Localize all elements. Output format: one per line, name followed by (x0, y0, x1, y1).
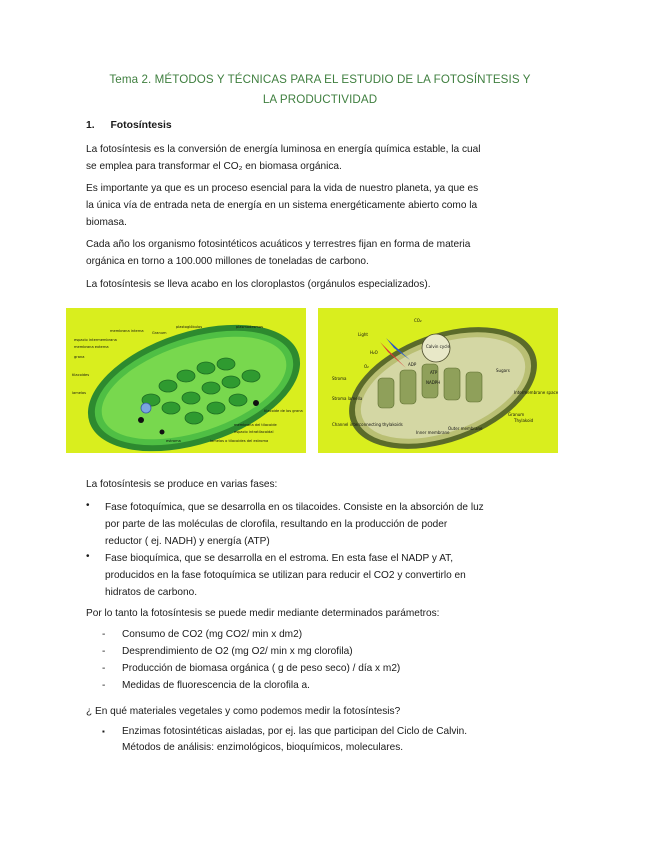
fig2-label-stroma-lamella: Stroma lamella (332, 396, 363, 401)
fig2-label-channel: Channel interconnecting thylakoids (332, 422, 403, 427)
dash-marker: - (102, 663, 106, 674)
fig2-label-granum: Granum (508, 412, 525, 417)
enzyme-text: Enzimas fotosintéticas aisladas, por ej. las que participan del Ciclo de Calvin. (122, 726, 468, 737)
fig1-label-membrana-tilacoide: membrana del tilacoide (234, 423, 277, 427)
paragraph-2 (86, 180, 516, 231)
fig2-label-adp: ADP (408, 362, 417, 367)
fig2-label-sugars: Sugars (496, 368, 510, 373)
paragraph-1 (86, 141, 516, 175)
paragraph-2-line: la única vía de entrada neta de energía en un sistema energéticamente abierto como la (86, 200, 478, 211)
fig2-label-outer-membrane: Outer membrane (448, 426, 483, 431)
fig2-label-calvin-cycle: Calvin cycle (426, 344, 450, 349)
dash-marker: - (102, 680, 106, 691)
paragraph-3-line: orgánica en torno a 100.000 millones de toneladas de carbono. (86, 256, 369, 267)
bullet-item-1-line: reductor ( ej. NADH) y energía (ATP) (105, 536, 270, 547)
bullet-item-1 (105, 499, 516, 550)
fig2-label-co2: CO₂ (414, 318, 422, 323)
bullet-item-1-line: por parte de las moléculas de clorofila, resultando en la producción de poder (105, 519, 448, 530)
fig1-label-espacio-intratilacoidal: espacio intratilacoidal (234, 430, 274, 434)
fig2-label-intermembrane-space: Intermembrane space (514, 390, 558, 395)
param-item (102, 646, 353, 657)
fig2-label-o2: O₂ (364, 364, 369, 369)
fig1-label-espacio-intermembrana: espacio intermembrana (74, 338, 117, 342)
bullet-item-2-line: hidratos de carbono. (105, 587, 198, 598)
fig2-label-light: Light (358, 332, 368, 337)
fig1-label-membrana-externa: membrana externa (74, 345, 109, 349)
fig1-label-lamelas: lamelas (72, 391, 86, 395)
paragraph-1-line: se emplea para transformar el CO₂ en biomasa orgánica. (86, 161, 342, 172)
chloroplast-diagram-english (318, 308, 558, 453)
bullet-item-2-line: producidos en la fase fotoquímica se utilizan para reducir el CO2 y convertirlo en (105, 570, 466, 581)
bullet-marker: • (86, 500, 90, 511)
section-title: Fotosíntesis (110, 120, 172, 131)
dash-marker: - (102, 646, 106, 657)
param-item (102, 680, 310, 691)
fig1-label-membrana-interna: membrana interna (110, 329, 144, 333)
section-heading (86, 120, 172, 131)
paragraph-2-line: biomasa. (86, 217, 127, 228)
fig2-label-stroma: Stroma (332, 376, 347, 381)
fig2-label-thylakoid: Thylakoid (514, 418, 534, 423)
section-number: 1. (86, 120, 95, 131)
paragraph-3 (86, 236, 516, 270)
paragraph-2-line: Es importante ya que es un proceso esencial para la vida de nuestro planeta, ya que es (86, 183, 479, 194)
fig2-label-nadph: NADPH (426, 380, 441, 385)
bullet-item-2-line: Fase bioquímica, que se desarrolla en el estroma. En esta fase el NADP y AT, (105, 553, 454, 564)
paragraph-4: La fotosíntesis se lleva acabo en los cloroplastos (orgánulos especializados). (86, 279, 431, 290)
fig1-label-estroma: estroma (166, 439, 181, 443)
params-intro: Por lo tanto la fotosíntesis se puede medir mediante determinados parámetros: (86, 608, 440, 619)
bullet-item-2 (105, 550, 516, 601)
square-bullet-marker: ▪ (102, 727, 105, 736)
paragraph-1-line: La fotosíntesis es la conversión de energía luminosa en energía química estable, la cual (86, 144, 481, 155)
phases-intro: La fotosíntesis se produce en varias fases: (86, 479, 278, 490)
param-text: Medidas de fluorescencia de la clorofila a. (122, 680, 310, 691)
paragraph-3-line: Cada año los organismo fotosintéticos acuáticos y terrestres fijan en forma de materia (86, 239, 471, 250)
fig1-label-grana: grana (74, 355, 85, 359)
dash-marker: - (102, 629, 106, 640)
fig1-label-lamelas-estroma: lamelas o tilacoides del estroma (210, 439, 269, 443)
bullet-item-1-line: Fase fotoquímica, que se desarrolla en os tilacoides. Consiste en la absorción de luz (105, 502, 484, 513)
fig1-label-plastoglobulos: plastoglóbulos (176, 325, 203, 329)
fig1-label-granum: Granum (152, 331, 167, 335)
chloroplast-diagram-spanish (66, 308, 306, 453)
bullet-marker: • (86, 551, 90, 562)
question: ¿ En qué materiales vegetales y como podemos medir la fotosíntesis? (86, 706, 401, 717)
param-text: Producción de biomasa orgánica ( g de peso seco) / día x m2) (122, 663, 401, 674)
enzyme-item (102, 726, 467, 737)
fig1-label-tilacoide-grana: tilacoide de los grana (264, 409, 303, 413)
fig2-label-inner-membrane: Inner membrane (416, 430, 450, 435)
doc-title-line-1: Tema 2. MÉTODOS Y TÉCNICAS PARA EL ESTUDIO DE LA FOTOSÍNTESIS Y (109, 73, 531, 86)
param-text: Desprendimiento de O2 (mg O2/ min x mg clorofila) (122, 646, 353, 657)
fig2-label-h2o: H₂O (370, 350, 378, 355)
enzyme-item-cont: Métodos de análisis: enzimológicos, bioquímicos, moleculares. (122, 742, 404, 753)
fig2-label-atp: ATP (430, 370, 438, 375)
fig1-label-plasmodesmos: plasmodesmos (236, 325, 263, 329)
param-text: Consumo de CO2 (mg CO2/ min x dm2) (122, 629, 303, 640)
param-item (102, 663, 400, 674)
param-item (102, 629, 302, 640)
fig1-label-tilacoides: tilacoides (72, 373, 90, 377)
doc-title-line-2: LA PRODUCTIVIDAD (262, 93, 378, 106)
